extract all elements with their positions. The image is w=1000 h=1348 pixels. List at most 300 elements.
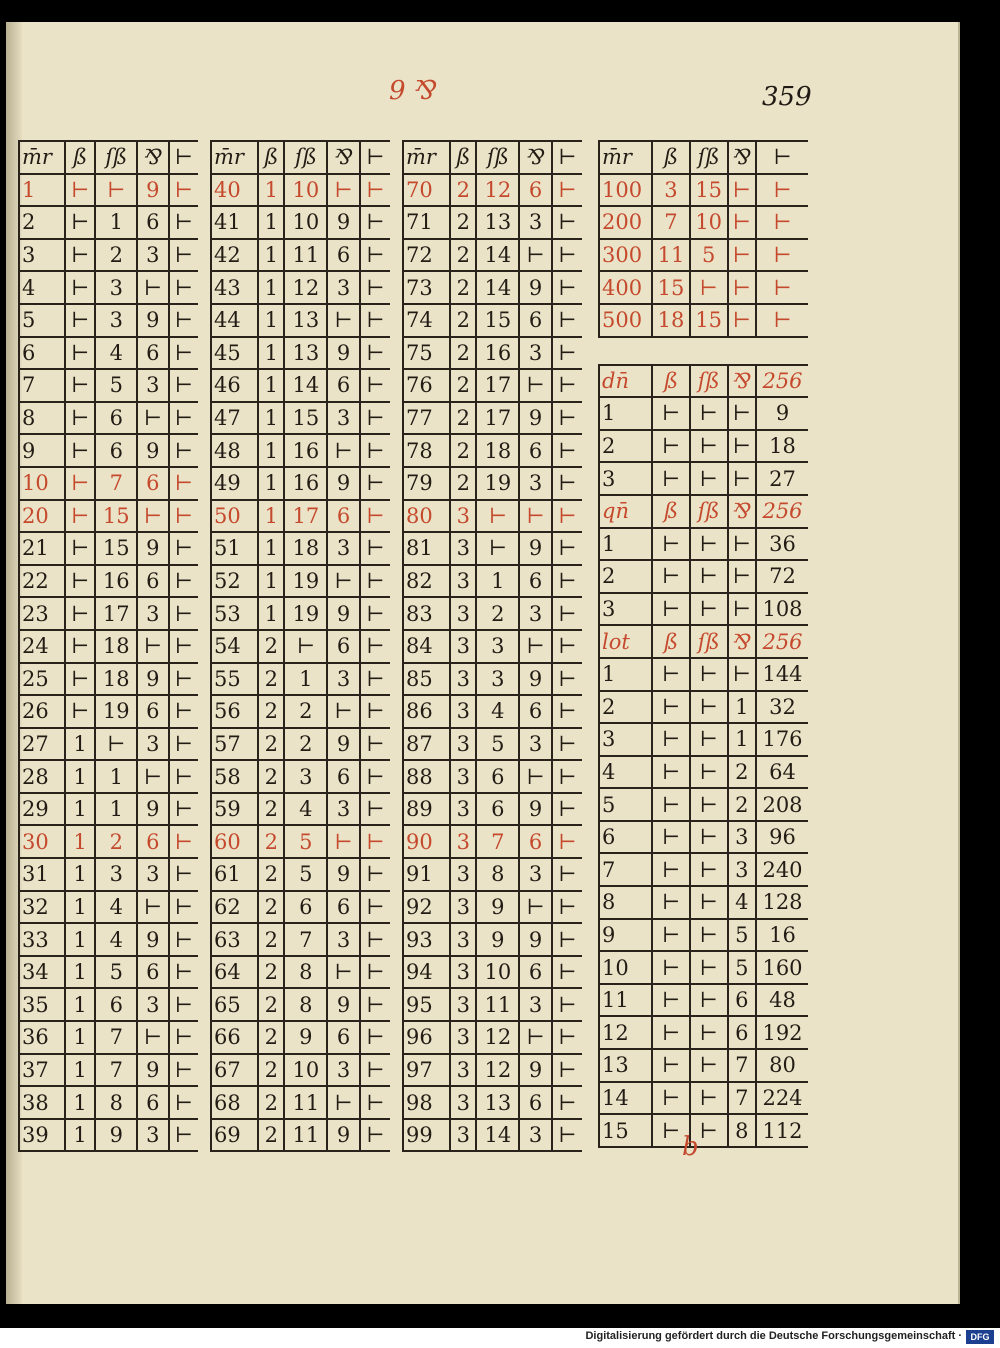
table-cell: 25: [19, 663, 65, 696]
table-cell: 52: [211, 565, 258, 598]
table-cell: 72: [403, 239, 450, 272]
table-cell: 40: [211, 174, 258, 207]
table-column-3: [402, 140, 582, 1152]
table-cell: 33: [19, 923, 65, 956]
table-cell: 1: [258, 434, 284, 467]
table-cell: ⅋: [327, 141, 359, 174]
table-row: [599, 174, 808, 207]
table-cell: 6: [95, 434, 137, 467]
table-cell: ⊢: [65, 630, 96, 663]
table-row: [599, 723, 808, 756]
table-cell: 176: [756, 723, 808, 756]
table-cell: ⊢: [169, 467, 198, 500]
table-cell: ⊢: [652, 1049, 690, 1082]
table-cell: m̄r: [211, 141, 258, 174]
digitization-footer: [0, 1328, 1000, 1348]
table-cell: 14: [599, 1082, 652, 1115]
table-cell: ⊢: [360, 825, 390, 858]
table-cell: 34: [19, 956, 65, 989]
table-cell: 16: [95, 565, 137, 598]
table-cell: 9: [137, 304, 168, 337]
table-cell: 2: [258, 825, 284, 858]
table-cell: 48: [756, 984, 808, 1017]
table-cell: 2: [258, 891, 284, 924]
table-cell: 49: [211, 467, 258, 500]
table-row: [19, 728, 198, 761]
table-cell: 3: [519, 988, 551, 1021]
table-cell: 18: [284, 532, 327, 565]
table-cell: ⊢: [169, 1086, 198, 1119]
table-cell: 1: [284, 663, 327, 696]
table-cell: ⊢: [652, 658, 690, 691]
table-cell: ⊢: [169, 956, 198, 989]
table-cell: ⊢: [360, 565, 390, 598]
table-cell: ⊢: [652, 430, 690, 463]
table-cell: 2: [95, 239, 137, 272]
table-cell: ⅋: [519, 141, 551, 174]
table-cell: 2: [450, 304, 476, 337]
table-cell: ⊢: [552, 271, 582, 304]
table-cell: ⊢: [137, 630, 168, 663]
table-cell: ⊢: [690, 430, 728, 463]
table-cell: ⊢: [552, 663, 582, 696]
table-header-row: [599, 365, 808, 398]
table-cell: ⊢: [65, 239, 96, 272]
table-cell: 1: [65, 956, 96, 989]
table-row: [211, 760, 390, 793]
table-row: [403, 174, 582, 207]
table-cell: 70: [403, 174, 450, 207]
table-cell: ⊢: [65, 663, 96, 696]
table-cell: 9: [137, 532, 168, 565]
table-cell: ⊢: [690, 658, 728, 691]
table-cell: 16: [284, 467, 327, 500]
table-cell: 6: [327, 239, 359, 272]
table-cell: 17: [476, 402, 519, 435]
table-cell: 2: [450, 402, 476, 435]
table-column-1: [18, 140, 198, 1152]
table-cell: 1: [258, 565, 284, 598]
table-cell: 29: [19, 793, 65, 826]
table-cell: 86: [403, 695, 450, 728]
table-cell: 88: [403, 760, 450, 793]
table-row: [211, 1086, 390, 1119]
table-cell: ⊢: [652, 691, 690, 724]
table-cell: 47: [211, 402, 258, 435]
table-cell: ⅋: [728, 365, 756, 398]
table-cell: 32: [756, 691, 808, 724]
table-cell: 57: [211, 728, 258, 761]
table-cell: 75: [403, 337, 450, 370]
table-cell: ⊢: [360, 663, 390, 696]
table-cell: 9: [137, 174, 168, 207]
table-cell: ⊢: [65, 369, 96, 402]
table-cell: 3: [450, 760, 476, 793]
table-cell: ⊢: [652, 853, 690, 886]
table-cell: 1: [258, 337, 284, 370]
table-cell: 4: [19, 271, 65, 304]
table-cell: 6: [137, 206, 168, 239]
table-cell: 3: [450, 663, 476, 696]
table-cell: 2: [258, 760, 284, 793]
table-cell: 19: [284, 565, 327, 598]
table-cell: ⊢: [552, 500, 582, 533]
table-cell: ⊢: [169, 825, 198, 858]
table-cell: 2: [258, 1054, 284, 1087]
table-cell: 21: [19, 532, 65, 565]
table-cell: 79: [403, 467, 450, 500]
table-cell: 37: [19, 1054, 65, 1087]
table-row: [19, 206, 198, 239]
table-cell: 224: [756, 1082, 808, 1115]
page-number: 359: [762, 82, 812, 112]
table-cell: ⊢: [652, 919, 690, 952]
table-cell: 9: [137, 663, 168, 696]
dfg-logo: DFG: [966, 1330, 994, 1344]
table-cell: 12: [599, 1016, 652, 1049]
table-cell: ⊢: [327, 174, 359, 207]
table-cell: 74: [403, 304, 450, 337]
table-cell: ⊢: [552, 923, 582, 956]
table-row: [599, 271, 808, 304]
table-row: [19, 369, 198, 402]
table-cell: ⊢: [360, 337, 390, 370]
table-cell: ⊢: [652, 788, 690, 821]
table-row: [19, 825, 198, 858]
table-cell: 12: [476, 1054, 519, 1087]
table-row: [403, 239, 582, 272]
table-cell: 17: [284, 500, 327, 533]
table-cell: 35: [19, 988, 65, 1021]
table-cell: ⊢: [756, 239, 808, 272]
table-cell: 256: [756, 365, 808, 398]
table-cell: 1: [65, 988, 96, 1021]
table-cell: 6: [137, 337, 168, 370]
table-cell: ⊢: [169, 206, 198, 239]
table-cell: ⊢: [728, 304, 756, 337]
table-cell: 73: [403, 271, 450, 304]
table-cell: ⊢: [552, 858, 582, 891]
table-cell: 2: [728, 756, 756, 789]
table-cell: 1: [95, 793, 137, 826]
table-row: [403, 825, 582, 858]
table-row: [403, 206, 582, 239]
table-cell: 3: [450, 597, 476, 630]
table-cell: 69: [211, 1119, 258, 1152]
table-cell: ⊢: [652, 528, 690, 561]
table-header-row: [403, 141, 582, 174]
table-cell: 208: [756, 788, 808, 821]
table-cell: 6: [137, 1086, 168, 1119]
table-cell: 24: [19, 630, 65, 663]
table-cell: ⊢: [690, 397, 728, 430]
table-cell: 7: [599, 853, 652, 886]
table-cell: ⊢: [169, 239, 198, 272]
table-cell: 60: [211, 825, 258, 858]
table-cell: 8: [19, 402, 65, 435]
table-cell: 192: [756, 1016, 808, 1049]
table-cell: ⊢: [476, 532, 519, 565]
table-cell: ⊢: [756, 304, 808, 337]
table-cell: 9: [519, 402, 551, 435]
table-cell: ⊢: [552, 1086, 582, 1119]
table-cell: 3: [327, 1054, 359, 1087]
table-cell: 94: [403, 956, 450, 989]
table-cell: 50: [211, 500, 258, 533]
table-cell: 39: [19, 1119, 65, 1152]
table-cell: ⊢: [728, 430, 756, 463]
table-cell: ⊢: [519, 630, 551, 663]
table-cell: 11: [284, 1086, 327, 1119]
table-cell: 1: [65, 923, 96, 956]
table-cell: 3: [450, 500, 476, 533]
table-cell: 26: [19, 695, 65, 728]
table-cell: ⅋: [728, 141, 756, 174]
table-cell: 71: [403, 206, 450, 239]
table-cell: 14: [476, 239, 519, 272]
table-row: [19, 337, 198, 370]
table-row: [403, 337, 582, 370]
table-row: [211, 467, 390, 500]
table-cell: 9: [599, 919, 652, 952]
table-cell: 9: [519, 923, 551, 956]
table-cell: 200: [599, 206, 652, 239]
table-cell: 1: [258, 467, 284, 500]
table-cell: ⊢: [690, 853, 728, 886]
table-cell: 1: [258, 174, 284, 207]
table-cell: m̄r: [19, 141, 65, 174]
table-cell: 6: [519, 956, 551, 989]
table-cell: 1: [95, 206, 137, 239]
table-cell: 12: [284, 271, 327, 304]
table-row: [403, 891, 582, 924]
table-row: [211, 858, 390, 891]
table-cell: ⊢: [169, 630, 198, 663]
table-cell: 45: [211, 337, 258, 370]
table-row: [211, 1119, 390, 1152]
table-cell: 81: [403, 532, 450, 565]
table-cell: 65: [211, 988, 258, 1021]
table-cell: 4: [95, 337, 137, 370]
table-cell: 3: [95, 271, 137, 304]
book-page: [6, 22, 960, 1304]
table-cell: 8: [95, 1086, 137, 1119]
table-cell: 10: [284, 1054, 327, 1087]
table-cell: 3: [284, 760, 327, 793]
table-cell: 5: [728, 919, 756, 952]
table-header-row: [599, 495, 808, 528]
table-cell: ⊢: [652, 886, 690, 919]
table-cell: ⊢: [169, 500, 198, 533]
table-cell: 11: [599, 984, 652, 1017]
table-cell: ⊢: [728, 593, 756, 626]
table-row: [211, 174, 390, 207]
table-cell: ⊢: [690, 1016, 728, 1049]
table-cell: 9: [327, 467, 359, 500]
table-cell: 4: [728, 886, 756, 919]
table-row: [211, 565, 390, 598]
table-cell: 15: [95, 532, 137, 565]
table-cell: 1: [258, 402, 284, 435]
table-cell: ⊢: [552, 402, 582, 435]
table-cell: ⊢: [519, 760, 551, 793]
table-cell: 22: [19, 565, 65, 598]
table-cell: 3: [95, 858, 137, 891]
table-cell: dn̄: [599, 365, 652, 398]
table-cell: 3: [450, 825, 476, 858]
table-row: [403, 1086, 582, 1119]
table-cell: 5: [95, 956, 137, 989]
table-cell: ß: [65, 141, 96, 174]
table-cell: ⊢: [552, 728, 582, 761]
table-cell: ⊢: [137, 760, 168, 793]
table-row: [403, 793, 582, 826]
table-row: [211, 369, 390, 402]
table-cell: ⊢: [65, 532, 96, 565]
table-row: [19, 760, 198, 793]
table-cell: 1: [95, 760, 137, 793]
table-row: [403, 500, 582, 533]
table-cell: 3: [327, 532, 359, 565]
table-cell: 3: [327, 663, 359, 696]
table-row: [403, 858, 582, 891]
table-cell: ⊢: [360, 891, 390, 924]
table-row: [19, 239, 198, 272]
table-cell: ⊢: [169, 304, 198, 337]
table-cell: ⊢: [169, 793, 198, 826]
table-cell: 12: [476, 1021, 519, 1054]
table-cell: ſß: [690, 495, 728, 528]
table-cell: ⊢: [65, 206, 96, 239]
table-cell: 59: [211, 793, 258, 826]
table-header-row: [211, 141, 390, 174]
table-cell: 97: [403, 1054, 450, 1087]
table-cell: 3: [519, 337, 551, 370]
table-row: [403, 271, 582, 304]
table-row: [211, 434, 390, 467]
table-cell: ſß: [476, 141, 519, 174]
table-cell: 3: [450, 988, 476, 1021]
table-cell: 3: [519, 858, 551, 891]
table-cell: 9: [19, 434, 65, 467]
table-cell: 23: [19, 597, 65, 630]
table-cell: ⊢: [169, 728, 198, 761]
table-cell: ⊢: [137, 402, 168, 435]
table-cell: 6: [327, 500, 359, 533]
table-row: [211, 695, 390, 728]
table-cell: 3: [450, 956, 476, 989]
table-cell: 10: [599, 951, 652, 984]
table-cell: 18: [476, 434, 519, 467]
table-cell: 18: [756, 430, 808, 463]
table-cell: 3: [450, 891, 476, 924]
table-cell: 3: [137, 728, 168, 761]
table-row: [211, 597, 390, 630]
table-cell: 6: [327, 891, 359, 924]
table-cell: ⊢: [652, 951, 690, 984]
table-cell: 2: [450, 467, 476, 500]
table-cell: ⊢: [690, 1049, 728, 1082]
table-cell: ⅋: [728, 625, 756, 658]
table-cell: 96: [403, 1021, 450, 1054]
table-cell: 7: [652, 206, 690, 239]
table-cell: ⊢: [360, 695, 390, 728]
table-cell: ſß: [690, 365, 728, 398]
table-cell: 2: [284, 695, 327, 728]
table-cell: 3: [450, 858, 476, 891]
table-cell: 2: [258, 793, 284, 826]
table-header-row: [599, 141, 808, 174]
table-row: [19, 304, 198, 337]
table-cell: ⊢: [169, 760, 198, 793]
table-cell: 1: [476, 565, 519, 598]
table-row: [211, 271, 390, 304]
table-row: [599, 239, 808, 272]
table-cell: ⊢: [137, 1021, 168, 1054]
table-cell: 240: [756, 853, 808, 886]
table-row: [19, 858, 198, 891]
table-cell: ⊢: [552, 825, 582, 858]
table-cell: ⊢: [552, 565, 582, 598]
table-cell: 6: [137, 825, 168, 858]
table-cell: ⊢: [690, 919, 728, 952]
table-cell: ⊢: [652, 462, 690, 495]
table-row: [599, 397, 808, 430]
table-cell: 43: [211, 271, 258, 304]
table-cell: ⊢: [65, 500, 96, 533]
table-row: [403, 956, 582, 989]
table-row: [19, 1086, 198, 1119]
table-cell: 256: [756, 495, 808, 528]
table-cell: 14: [476, 1119, 519, 1152]
table-cell: 3: [519, 467, 551, 500]
table-cell: 78: [403, 434, 450, 467]
table-cell: 9: [137, 434, 168, 467]
table-cell: 2: [258, 923, 284, 956]
table-cell: 6: [476, 793, 519, 826]
table-cell: ß: [652, 625, 690, 658]
table-cell: 6: [327, 630, 359, 663]
table-cell: 2: [258, 663, 284, 696]
table-cell: ⊢: [690, 528, 728, 561]
table-cell: ⊢: [756, 174, 808, 207]
table-cell: 1: [258, 532, 284, 565]
table-cell: ⊢: [690, 1082, 728, 1115]
table-cell: 1: [65, 891, 96, 924]
table-cell: 1: [65, 825, 96, 858]
table-cell: ⊢: [552, 434, 582, 467]
table-cell: 6: [95, 988, 137, 1021]
table-cell: 3: [450, 1086, 476, 1119]
table-cell: 15: [652, 271, 690, 304]
table-cell: 3: [519, 1119, 551, 1152]
table-cell: 3: [137, 858, 168, 891]
table-row: [599, 560, 808, 593]
table-cell: ⊢: [690, 462, 728, 495]
table-cell: 1: [258, 239, 284, 272]
table-cell: m̄r: [599, 141, 652, 174]
table-cell: ⊢: [652, 1082, 690, 1115]
table-cell: 9: [284, 1021, 327, 1054]
table-cell: 32: [19, 891, 65, 924]
table-cell: 6: [519, 304, 551, 337]
table-cell: 8: [476, 858, 519, 891]
table-cell: 3: [19, 239, 65, 272]
table-cell: 3: [137, 369, 168, 402]
table-cell: 93: [403, 923, 450, 956]
table-cell: 85: [403, 663, 450, 696]
table-cell: 64: [211, 956, 258, 989]
